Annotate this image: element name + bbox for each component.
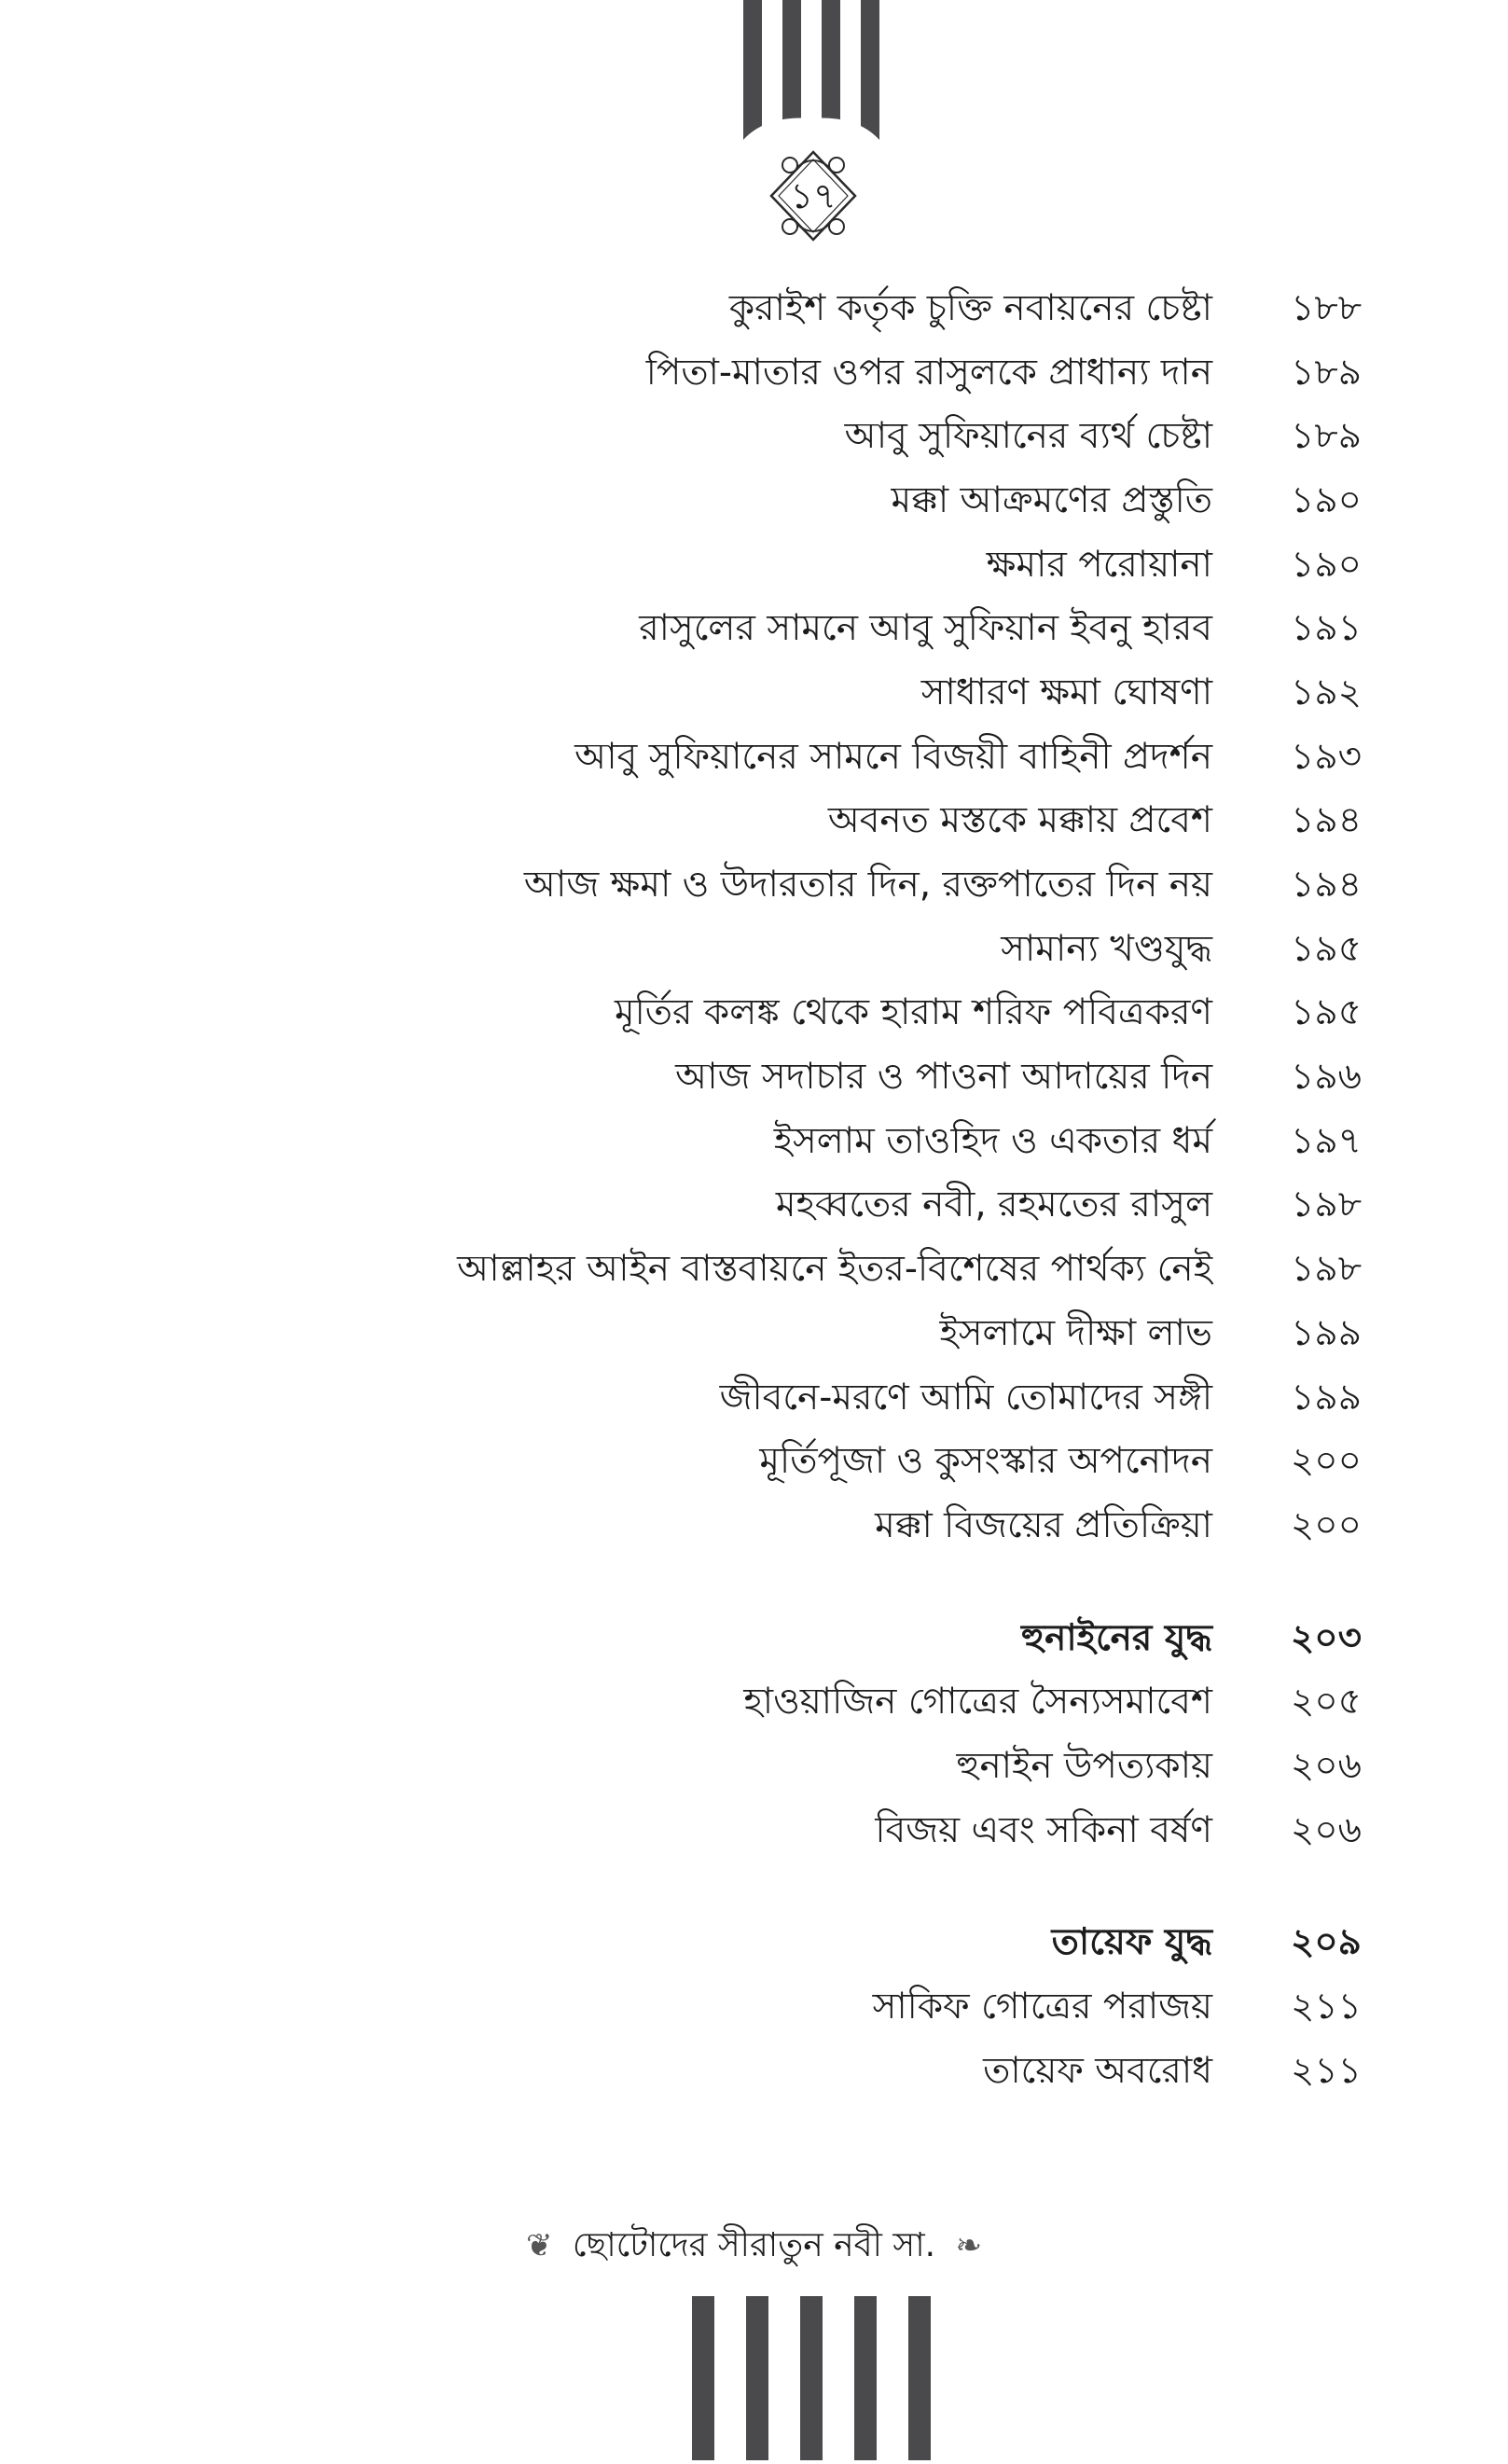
toc-entry-page: ২০৫ (1290, 1681, 1362, 1723)
toc-entry-title: সাধারণ ক্ষমা ঘোষণা (920, 671, 1212, 713)
toc-entry-title: আজ ক্ষমা ও উদারতার দিন, রক্তপাতের দিন নয় (523, 864, 1212, 907)
toc-entry-page: ১৯৪ (1291, 799, 1362, 842)
toc-entry (280, 406, 1362, 470)
toc-entry-page: ২০০ (1290, 1503, 1362, 1546)
toc-entry-title: তায়েফ অবরোধ (983, 2049, 1212, 2092)
toc-entry-page: ১৯৪ (1291, 864, 1362, 907)
toc-entry-title: হুনাইনের যুদ্ধ (1021, 1616, 1212, 1659)
toc-entry-page: ২০৬ (1290, 1808, 1362, 1851)
toc-entry (280, 791, 1362, 855)
toc-entry-title: তায়েফ যুদ্ধ (1051, 1921, 1212, 1964)
toc-entry-title: বিজয় এবং সকিনা বর্ষণ (875, 1808, 1212, 1851)
toc-entry (280, 854, 1362, 919)
toc-entry (280, 1800, 1362, 1864)
toc-entry-title: মূর্তির কলঙ্ক থেকে হারাম শরিফ পবিত্রকরণ (614, 991, 1212, 1034)
toc-entry-page: ১৯৩ (1291, 735, 1362, 778)
toc-entry (280, 1976, 1362, 2041)
toc-entry-page: ১৯৮ (1291, 1184, 1362, 1226)
toc-entry-page: ২০৩ (1290, 1616, 1362, 1659)
toc-entry-page: ১৯৫ (1291, 927, 1362, 970)
top-stripe-decoration (743, 0, 879, 149)
toc-entry-page: ১৮৯ (1291, 415, 1362, 458)
toc-entry (280, 1367, 1362, 1432)
toc-entry-page: ১৯৯ (1291, 1376, 1362, 1419)
footer (0, 2220, 1508, 2276)
toc-entry-title: ইসলাম তাওহিদ ও একতার ধর্ম (773, 1119, 1212, 1162)
toc-entry (280, 1303, 1362, 1367)
toc-entry (280, 1046, 1362, 1111)
toc-entry (280, 662, 1362, 727)
toc-entry (280, 1239, 1362, 1303)
toc-entry (280, 919, 1362, 983)
toc-entry-title: রাসুলের সামনে আবু সুফিয়ান ইবনু হারব (639, 607, 1212, 650)
toc-entry-title: সাকিফ গোত্রের পরাজয় (872, 1986, 1212, 2028)
toc-section-heading (280, 1913, 1362, 1977)
page-number: ১৭ (790, 175, 837, 216)
toc-entry (280, 727, 1362, 791)
toc-entry-title: আবু সুফিয়ানের সামনে বিজয়ী বাহিনী প্রদর্শন (574, 735, 1212, 778)
right-flourish-icon: ❧ (955, 2227, 983, 2264)
toc-entry-page: ২১১ (1291, 2049, 1362, 2092)
toc-entry-title: মক্কা আক্রমণের প্রস্তুতি (891, 478, 1212, 521)
toc-entry-page: ২০৬ (1290, 1744, 1362, 1787)
toc-entry-title: ইসলামে দীক্ষা লাভ (939, 1311, 1212, 1354)
toc-entry (280, 534, 1362, 599)
toc-entry (280, 342, 1362, 407)
toc-entry-page: ২০৯ (1290, 1921, 1362, 1964)
toc-entry-page: ১৯৬ (1291, 1056, 1362, 1099)
page-number-medallion (762, 145, 865, 247)
toc-entry-title: মূর্তিপূজা ও কুসংস্কার অপনোদন (759, 1440, 1212, 1483)
toc-entry (280, 983, 1362, 1047)
toc-entry (280, 1736, 1362, 1800)
toc-entry (280, 470, 1362, 534)
toc-entry-title: কুরাইশ কর্তৃক চুক্তি নবায়নের চেষ্টা (728, 286, 1212, 329)
toc-entry-title: মক্কা বিজয়ের প্রতিক্রিয়া (875, 1503, 1212, 1546)
toc-entry (280, 598, 1362, 662)
toc-entry-title: ক্ষমার পরোয়ানা (986, 543, 1212, 586)
toc-entry (280, 2041, 1362, 2105)
toc-entry (280, 1495, 1362, 1559)
toc-section-heading (280, 1608, 1362, 1672)
toc-entry-title: আজ সদাচার ও পাওনা আদায়ের দিন (675, 1056, 1212, 1099)
toc-entry-title: পিতা-মাতার ওপর রাসুলকে প্রাধান্য দান (645, 351, 1212, 394)
toc-entry-title: হুনাইন উপত্যকায় (956, 1744, 1212, 1787)
toc-entry (280, 1175, 1362, 1239)
toc-entry-page: ১৮৮ (1291, 286, 1362, 329)
toc-entry-page: ১৯০ (1291, 543, 1362, 586)
toc-entry (280, 1431, 1362, 1495)
toc-entry-page: ১৯৭ (1291, 1119, 1362, 1162)
toc-entry-page: ১৯২ (1291, 671, 1362, 713)
table-of-contents (280, 278, 1362, 2105)
toc-entry-title: আল্লাহর আইন বাস্তবায়নে ইতর-বিশেষের পার্থক্য নেই (457, 1248, 1212, 1291)
bottom-stripe-decoration (692, 2296, 931, 2460)
toc-entry (280, 278, 1362, 342)
toc-entry-page: ১৯৯ (1291, 1311, 1362, 1354)
book-title: ছোটোদের সীরাতুন নবী সা. (572, 2226, 936, 2264)
toc-entry-title: হাওয়াজিন গোত্রের সৈন্যসমাবেশ (743, 1681, 1212, 1723)
toc-entry-page: ১৮৯ (1291, 351, 1362, 394)
toc-entry-title: অবনত মস্তকে মক্কায় প্রবেশ (827, 799, 1212, 842)
toc-entry-page: ১৯০ (1291, 478, 1362, 521)
toc-entry (280, 1111, 1362, 1175)
toc-entry-title: আবু সুফিয়ানের ব্যর্থ চেষ্টা (844, 415, 1212, 458)
toc-entry-title: সামান্য খণ্ডযুদ্ধ (1001, 927, 1212, 970)
toc-entry-page: ১৯১ (1291, 607, 1362, 650)
toc-entry (280, 1671, 1362, 1736)
toc-entry-page: ১৯৫ (1291, 991, 1362, 1034)
toc-entry-page: ২১১ (1291, 1986, 1362, 2028)
left-flourish-icon: ❦ (525, 2227, 553, 2264)
toc-entry-page: ১৯৮ (1291, 1248, 1362, 1291)
toc-entry-title: মহব্বতের নবী, রহমতের রাসুল (775, 1184, 1212, 1226)
toc-entry-page: ২০০ (1290, 1440, 1362, 1483)
toc-entry-title: জীবনে-মরণে আমি তোমাদের সঙ্গী (719, 1376, 1212, 1419)
